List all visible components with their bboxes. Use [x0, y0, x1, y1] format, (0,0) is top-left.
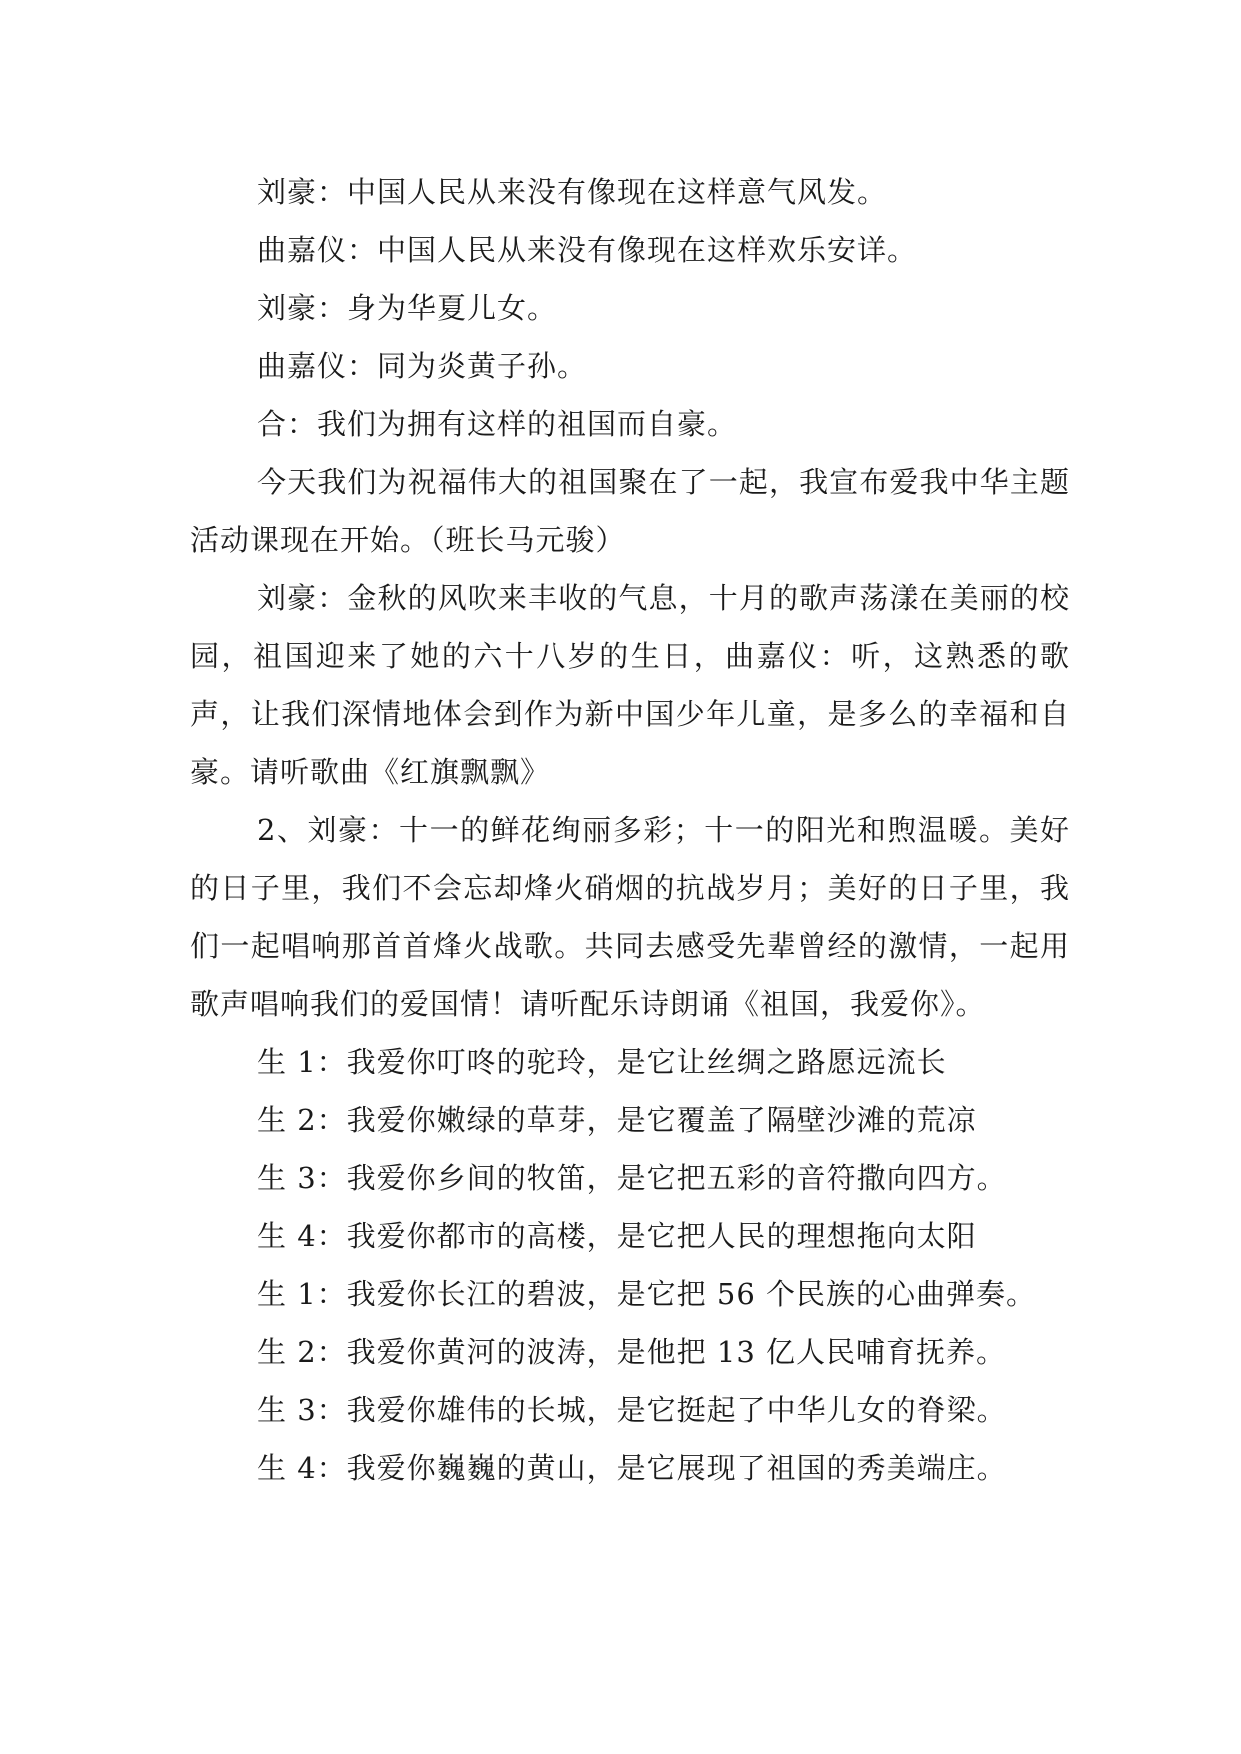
paragraph-10: 生 2：我爱你嫩绿的草芽，是它覆盖了隔壁沙滩的荒凉	[257, 1103, 977, 1137]
paragraph-14: 生 2：我爱你黄河的波涛，是他把 13 亿人民哺育抚养。	[257, 1335, 1007, 1369]
paragraph-3: 刘豪：身为华夏儿女。	[257, 291, 558, 325]
paragraph-4: 曲嘉仪：同为炎黄子孙。	[257, 349, 588, 383]
paragraph-13: 生 1：我爱你长江的碧波，是它把 56 个民族的心曲弹奏。	[257, 1277, 1037, 1311]
paragraph-9: 生 1：我爱你叮咚的驼玲，是它让丝绸之路愿远流长	[257, 1045, 947, 1079]
paragraph-7: 刘豪：金秋的风吹来丰收的气息，十月的歌声荡漾在美丽的校园，祖国迎来了她的六十八岁的生日，曲嘉仪：听，这熟悉的歌声，让我们深情地体会到作为新中国少年儿童，是多么的幸福和自豪。请听歌曲《红旗飘飘》	[190, 581, 1070, 789]
document-body	[190, 163, 1070, 1497]
paragraph-15: 生 3：我爱你雄伟的长城，是它挺起了中华儿女的脊梁。	[257, 1393, 1007, 1427]
paragraph-12: 生 4：我爱你都市的高楼，是它把人民的理想拖向太阳	[257, 1219, 977, 1253]
paragraph-6: 今天我们为祝福伟大的祖国聚在了一起，我宣布爱我中华主题活动课现在开始。（班长马元骏）	[190, 465, 1070, 557]
paragraph-1: 刘豪：中国人民从来没有像现在这样意气风发。	[257, 175, 888, 209]
paragraph-2: 曲嘉仪：中国人民从来没有像现在这样欢乐安详。	[257, 233, 918, 267]
paragraph-8: 2、刘豪：十一的鲜花绚丽多彩；十一的阳光和煦温暖。美好的日子里，我们不会忘却烽火硝烟的抗战岁月；美好的日子里，我们一起唱响那首首烽火战歌。共同去感受先辈曾经的激情，一起用歌声唱响我们的爱国情！请听配乐诗朗诵《祖国，我爱你》。	[190, 813, 1070, 1021]
paragraph-11: 生 3：我爱你乡间的牧笛，是它把五彩的音符撒向四方。	[257, 1161, 1007, 1195]
paragraph-16: 生 4：我爱你巍巍的黄山，是它展现了祖国的秀美端庄。	[257, 1451, 1007, 1485]
paragraph-5: 合：我们为拥有这样的祖国而自豪。	[257, 407, 738, 441]
